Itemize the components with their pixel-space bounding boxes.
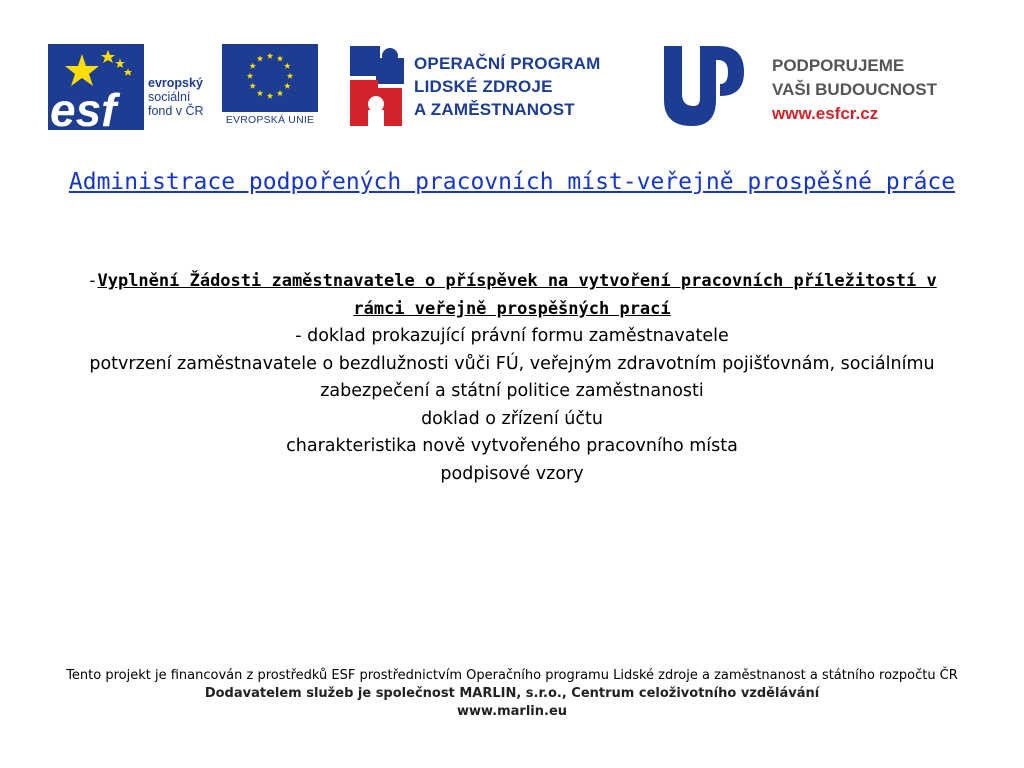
op-lzz-line: A ZAMĚSTNANOST <box>414 100 575 119</box>
esf-caption-line: evropský <box>148 76 203 90</box>
list-item: potvrzení zaměstnavatele o bezdlužnosti vůči FÚ, veřejným zdravotním pojišťovnám, sociálnímu zabezpečení a státní politice zaměstnanosti <box>89 353 935 401</box>
svg-text:esf: esf <box>50 84 117 130</box>
eu-logo <box>222 44 318 130</box>
esf-caption <box>148 76 204 118</box>
podporujeme-logo <box>660 44 970 134</box>
op-lzz-logo <box>348 44 648 130</box>
esf-logo <box>48 44 212 130</box>
up-mark-icon <box>660 44 746 130</box>
podporujeme-text <box>772 54 937 126</box>
list-item: - doklad prokazující právní formu zaměstnavatele <box>295 326 729 346</box>
footer-supplier: Dodavatelem služeb je společnost MARLIN, s.r.o., Centrum celoživotního vzdělávání <box>204 686 820 701</box>
footer-website: www.marlin.eu <box>456 704 568 719</box>
subtitle: Vyplnění Žádosti zaměstnavatele o příspěvek na vytvoření pracovních příležitostí v rámci veřejně prospěšných prací <box>97 271 937 319</box>
eu-flag-icon <box>222 44 318 112</box>
esf-caption-line: sociální <box>148 90 191 104</box>
subtitle-block <box>60 268 964 323</box>
op-lzz-line: LIDSKÉ ZDROJE <box>414 77 553 96</box>
podporujeme-line: PODPORUJEME <box>772 56 905 75</box>
op-lzz-text <box>414 52 600 121</box>
op-lzz-line: OPERAČNÍ PROGRAM <box>414 54 601 73</box>
list-item: doklad o zřízení účtu <box>421 408 603 429</box>
list-item: charakteristika nově vytvořeného pracovního místa <box>286 436 738 456</box>
page-title: Administrace podpořených pracovních míst-veřejně prospěšné práce <box>68 169 956 195</box>
list-item: podpisové vzory <box>440 463 584 484</box>
subtitle-dash: - <box>87 271 98 291</box>
footer <box>20 667 1004 721</box>
esfcr-website: www.esfcr.cz <box>772 104 879 123</box>
puzzle-icon <box>348 44 408 130</box>
esf-caption-line: fond v ČR <box>148 104 204 118</box>
eu-caption: EVROPSKÁ UNIE <box>225 114 315 126</box>
content-body <box>60 268 964 488</box>
logo-bar <box>0 40 1024 140</box>
footer-funding-note: Tento projekt je financován z prostředků ESF prostřednictvím Operačního programu Lidské zdroje a zaměstnanost a státního rozpočtu ČR <box>66 668 958 683</box>
podporujeme-line: VAŠI BUDOUCNOST <box>772 80 937 99</box>
